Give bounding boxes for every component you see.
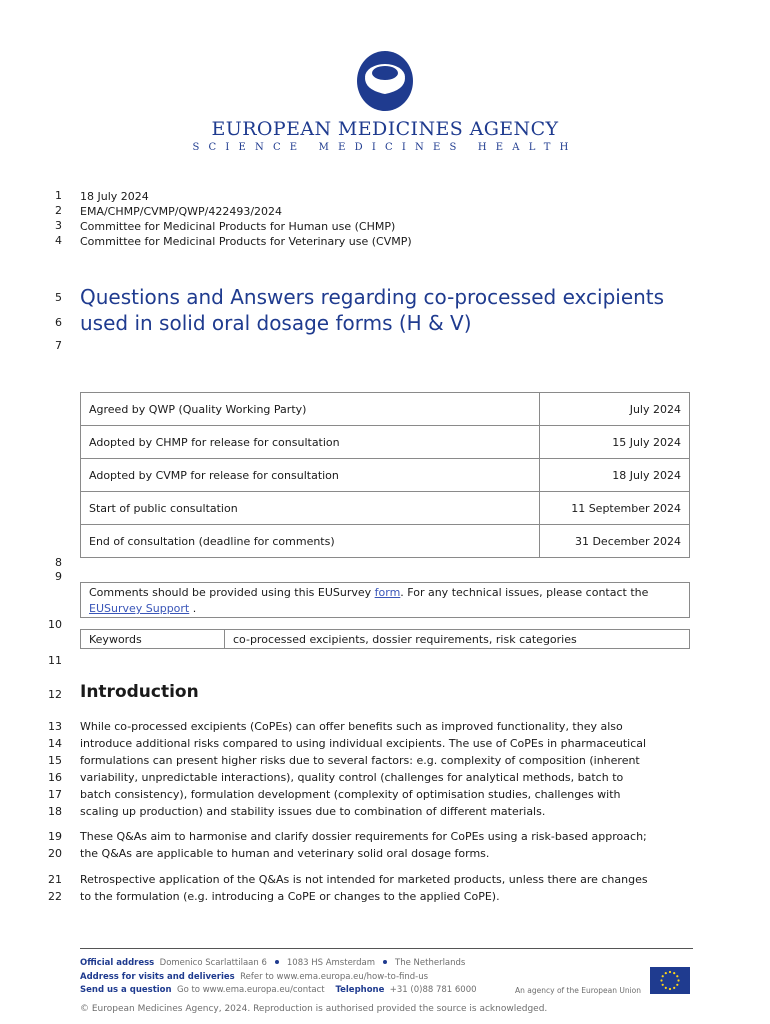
line-number: 12: [48, 688, 62, 701]
intro-paragraph-3: [80, 871, 700, 905]
consultation-dates-table: [80, 392, 690, 558]
title-line-1: Questions and Answers regarding co-processed excipients: [80, 285, 665, 309]
bullet-icon: [383, 960, 387, 964]
visits-address: [80, 972, 428, 982]
bullet-icon: [275, 960, 279, 964]
agency-tagline: SCIENCE MEDICINES HEALTH: [192, 142, 578, 153]
address-postcode: 1083 HS Amsterdam: [286, 958, 376, 968]
official-address-label: Official address: [80, 958, 155, 968]
text-line: While co-processed excipients (CoPEs) can offer benefits such as improved functionality, they also: [80, 720, 623, 733]
line-number: 13: [48, 720, 62, 733]
text-line: batch consistency), formulation development (complexity of optimisation studies, challenges with: [80, 788, 621, 801]
committee-human: Committee for Medicinal Products for Human use (CHMP): [80, 220, 396, 233]
line-number: 2: [55, 204, 62, 217]
text-line: These Q&As aim to harmonise and clarify dossier requirements for CoPEs using a risk-based approach;: [80, 830, 647, 843]
date-label: Agreed by QWP (Quality Working Party): [81, 393, 540, 426]
text-line: introduce additional risks compared to using individual excipients. The use of CoPEs in pharmaceutical: [80, 737, 647, 750]
introduction-heading: Introduction: [80, 682, 199, 702]
question-text[interactable]: Go to www.ema.europa.eu/contact: [176, 985, 325, 995]
date-value: 18 July 2024: [540, 459, 690, 492]
table-row: [81, 459, 690, 492]
agency-name: EUROPEAN MEDICINES AGENCY: [211, 118, 559, 140]
line-number: 4: [55, 234, 62, 247]
line-number: 16: [48, 771, 62, 784]
document-date: 18 July 2024: [80, 190, 149, 203]
line-number: 11: [48, 654, 62, 667]
table-row: [81, 492, 690, 525]
text-line: Retrospective application of the Q&As is not intended for marketed products, unless there are changes: [80, 873, 648, 886]
text-line: scaling up production) and stability issues due to combination of different materials.: [80, 805, 546, 818]
document-reference: EMA/CHMP/CVMP/QWP/422493/2024: [80, 205, 283, 218]
text-line: formulations can present higher risks due to several factors: e.g. complexity of composition (inherent: [80, 754, 640, 767]
line-number: 3: [55, 219, 62, 232]
text-line: to the formulation (e.g. introducing a CoPE or changes to the applied CoPE).: [80, 890, 500, 903]
date-value: 15 July 2024: [540, 426, 690, 459]
contact-line: [80, 985, 477, 995]
table-row: [81, 393, 690, 426]
eu-flag-icon: [650, 967, 690, 994]
line-number: 5: [55, 291, 62, 304]
intro-paragraph-1: [80, 718, 700, 820]
date-label: End of consultation (deadline for comments): [81, 525, 540, 558]
date-label: Start of public consultation: [81, 492, 540, 525]
address-street: Domenico Scarlattilaan 6: [159, 958, 267, 968]
text-line: variability, unpredictable interactions), quality control (challenges for analytical methods, batch to: [80, 771, 624, 784]
line-number: 7: [55, 339, 62, 352]
line-number: 6: [55, 316, 62, 329]
table-row: [81, 525, 690, 558]
ema-logo-icon: [353, 48, 417, 112]
copyright-notice: © European Medicines Agency, 2024. Reproduction is authorised provided the source is acknowledged.: [80, 1004, 548, 1014]
line-number: 20: [48, 847, 62, 860]
phone-value: +31 (0)88 781 6000: [389, 985, 477, 995]
date-label: Adopted by CHMP for release for consultation: [81, 426, 540, 459]
line-number: 1: [55, 189, 62, 202]
date-value: 11 September 2024: [540, 492, 690, 525]
official-address: [80, 958, 465, 968]
line-number: 18: [48, 805, 62, 818]
line-number: 22: [48, 890, 62, 903]
line-number: 19: [48, 830, 62, 843]
committee-veterinary: Committee for Medicinal Products for Veterinary use (CVMP): [80, 235, 412, 248]
address-country: The Netherlands: [395, 958, 466, 968]
date-value: 31 December 2024: [540, 525, 690, 558]
date-label: Adopted by CVMP for release for consultation: [81, 459, 540, 492]
keywords-table: [80, 629, 690, 649]
comments-text: . For any technical issues, please contact the: [400, 586, 649, 599]
survey-support-link[interactable]: EUSurvey Support: [89, 602, 190, 615]
comments-text: Comments should be provided using this EUSurvey: [89, 586, 375, 599]
comments-box: [80, 582, 690, 618]
keywords-value: co-processed excipients, dossier requirements, risk categories: [225, 630, 690, 649]
document-title: [80, 284, 720, 336]
comments-text: .: [189, 602, 197, 615]
date-value: July 2024: [540, 393, 690, 426]
table-row: [81, 630, 690, 649]
line-number: 10: [48, 618, 62, 631]
title-line-2: used in solid oral dosage forms (H & V): [80, 311, 472, 335]
intro-paragraph-2: [80, 828, 700, 862]
line-number: 9: [55, 570, 62, 583]
line-number: 17: [48, 788, 62, 801]
phone-label: Telephone: [335, 985, 385, 995]
ema-logo: [0, 48, 770, 153]
line-number: 15: [48, 754, 62, 767]
question-label: Send us a question: [80, 985, 172, 995]
line-number: 21: [48, 873, 62, 886]
visits-label: Address for visits and deliveries: [80, 972, 235, 982]
eu-agency-note: An agency of the European Union: [515, 986, 642, 995]
survey-form-link[interactable]: form: [374, 586, 401, 599]
text-line: the Q&As are applicable to human and veterinary solid oral dosage forms.: [80, 847, 490, 860]
table-row: [81, 426, 690, 459]
line-number: 14: [48, 737, 62, 750]
keywords-label: Keywords: [81, 630, 225, 649]
visits-text[interactable]: Refer to www.ema.europa.eu/how-to-find-us: [240, 972, 429, 982]
footer-divider: [80, 948, 693, 949]
line-number: 8: [55, 556, 62, 569]
